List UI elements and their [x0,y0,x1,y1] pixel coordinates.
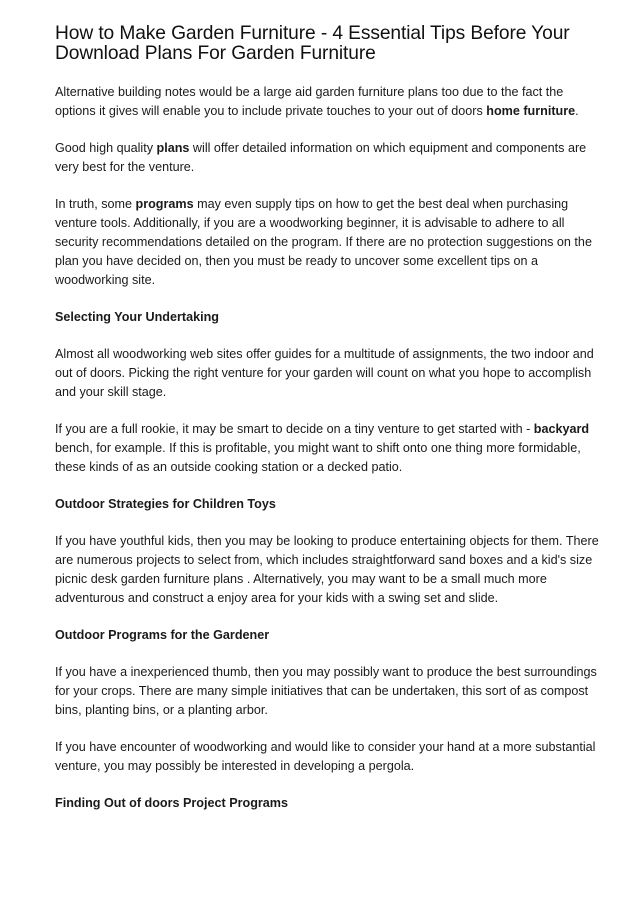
document-body [55,83,600,813]
heading-gardener-programs: Outdoor Programs for the Gardener [55,628,270,642]
paragraph-rookie [55,420,600,477]
heading-children-toys: Outdoor Strategies for Children Toys [55,497,276,511]
paragraph-text: may even supply tips on how to get the best deal when purchasing venture tools. Additionally, if you are a woodworking beginner, it is advisable to adhere to all security recommendations detailed on the program. If there are no protection suggestions on the plan you have decided on, then you must be ready to uncover some excellent tips on a woodworking site. [55,197,592,287]
paragraph-text: Good high quality [55,141,157,155]
paragraph-pergola: If you have encounter of woodworking and would like to consider your hand at a more substantial venture, you may possibly be interested in developing a pergola. [55,740,596,773]
paragraph-intro [55,83,600,121]
paragraph-guides: Almost all woodworking web sites offer guides for a multitude of assignments, the two indoor and out of doors. Picking the right venture for your garden will count on what you hope to accomplish and your skill stage. [55,347,594,399]
heading-selecting-undertaking: Selecting Your Undertaking [55,310,219,324]
document-title: How to Make Garden Furniture - 4 Essential Tips Before Your Download Plans For Garden Furniture [55,23,570,64]
keyword-programs: programs [135,197,194,211]
paragraph-text: will offer detailed information on which equipment and components are very best for the venture. [55,141,587,174]
paragraph-text: bench, for example. If this is profitable, you might want to shift onto one thing more formidable, these kinds of as an outside cooking station or a decked patio. [55,441,581,474]
paragraph-programs-tips [55,195,600,290]
paragraph-quality-plans [55,139,600,177]
paragraph-kids-projects: If you have youthful kids, then you may be looking to produce entertaining objects for them. There are numerous projects to select from, which includes straightforward sand boxes and a kid's size picnic desk garden furniture plans . Alternatively, you may want to be a small much more adventurous and construct a enjoy area for your kids with a swing set and slide. [55,534,599,605]
paragraph-text: In truth, some [55,197,136,211]
keyword-plans: plans [156,141,190,155]
paragraph-text: Alternative building notes would be a large aid garden furniture plans too due to the fact the options it gives will enable you to include private touches to your out of doors [55,85,564,118]
keyword-home-furniture: home furniture [486,104,576,118]
paragraph-text: . [575,104,579,118]
heading-finding-programs: Finding Out of doors Project Programs [55,796,288,810]
keyword-backyard: backyard [533,422,590,436]
paragraph-green-thumb: If you have a inexperienced thumb, then you may possibly want to produce the best surroundings for your crops. There are many simple initiatives that can be undertaken, this sort of as compost bins, planting bins, or a planting arbor. [55,665,597,717]
paragraph-text: If you are a full rookie, it may be smart to decide on a tiny venture to get started with - [55,422,534,436]
document-page [55,24,600,831]
